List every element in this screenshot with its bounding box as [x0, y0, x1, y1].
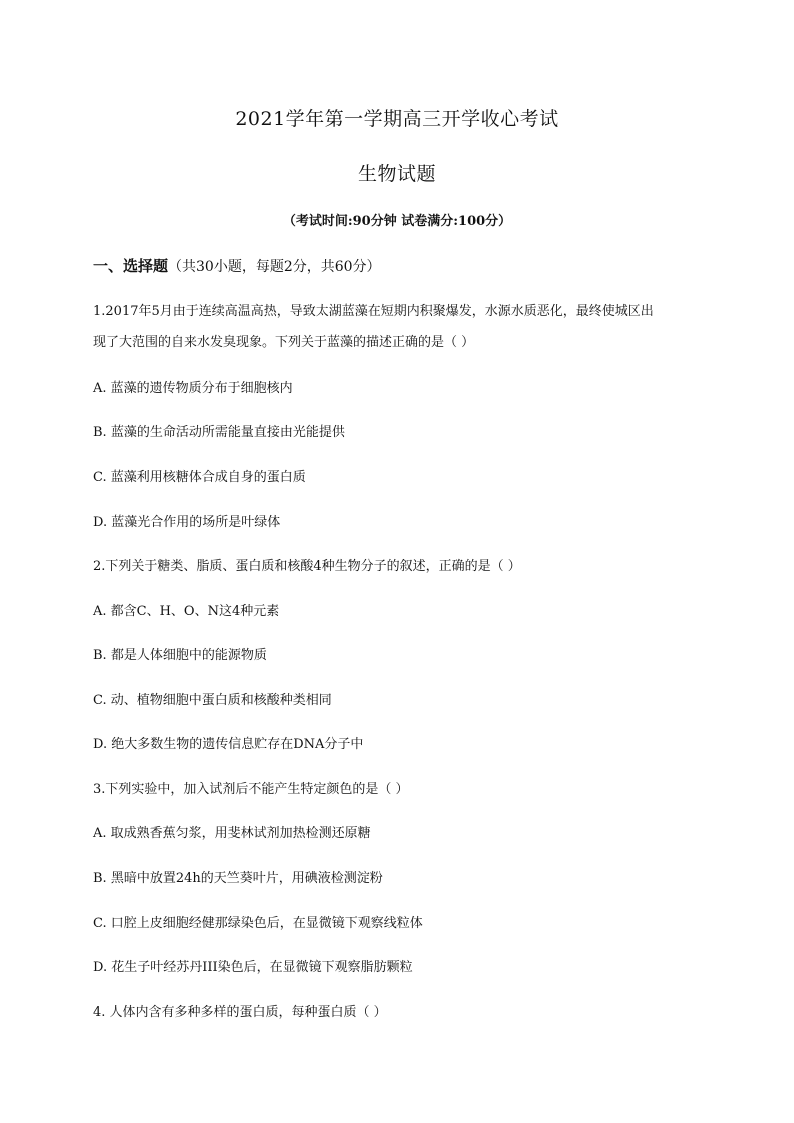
exam-info: （考试时间:90分钟 试卷满分:100分）: [282, 214, 512, 229]
exam-title: 2021学年第一学期高三开学收心考试: [235, 108, 559, 130]
question-2-stem: 2.下列关于糖类、脂质、蛋白质和核酸4种生物分子的叙述，正确的是（ ）: [93, 559, 521, 574]
section-heading-label: 一、选择题: [93, 257, 169, 275]
question-2-option-b: B. 都是人体细胞中的能源物质: [93, 648, 267, 663]
question-2-option-a: A. 都含C、H、O、N这4种元素: [93, 604, 280, 619]
question-3-option-b: B. 黑暗中放置24h的天竺葵叶片，用碘液检测淀粉: [93, 871, 383, 886]
question-3-stem: 3.下列实验中，加入试剂后不能产生特定颜色的是（ ）: [93, 782, 409, 797]
subject-title: 生物试题: [357, 163, 436, 185]
question-1-option-a: A. 蓝藻的遗传物质分布于细胞核内: [93, 381, 293, 396]
section-heading-note: （共30小题，每题2分，共60分）: [168, 259, 381, 275]
section-heading: [93, 255, 381, 276]
question-3-option-c: C. 口腔上皮细胞经健那绿染色后，在显微镜下观察线粒体: [93, 916, 423, 931]
question-3-option-a: A. 取成熟香蕉匀浆，用斐林试剂加热检测还原糖: [93, 826, 371, 841]
question-1-option-b: B. 蓝藻的生命活动所需能量直接由光能提供: [93, 425, 345, 440]
question-1-stem-line-2: 现了大范围的自来水发臭现象。下列关于蓝藻的描述正确的是（ ）: [93, 335, 475, 350]
question-1-stem-line-1: 1.2017年5月由于连续高温高热，导致太湖蓝藻在短期内积聚爆发，水源水质恶化，最终使城区出: [93, 304, 654, 319]
question-1-option-d: D. 蓝藻光合作用的场所是叶绿体: [93, 515, 281, 530]
question-3-option-d: D. 花生子叶经苏丹III染色后，在显微镜下观察脂肪颗粒: [93, 960, 413, 975]
question-2-option-d: D. 绝大多数生物的遗传信息贮存在DNA分子中: [93, 737, 364, 752]
question-1-option-c: C. 蓝藻利用核糖体合成自身的蛋白质: [93, 470, 306, 485]
question-4-stem: 4. 人体内含有多种多样的蛋白质，每种蛋白质（ ）: [93, 1005, 387, 1020]
question-2-option-c: C. 动、植物细胞中蛋白质和核酸种类相同: [93, 693, 332, 708]
